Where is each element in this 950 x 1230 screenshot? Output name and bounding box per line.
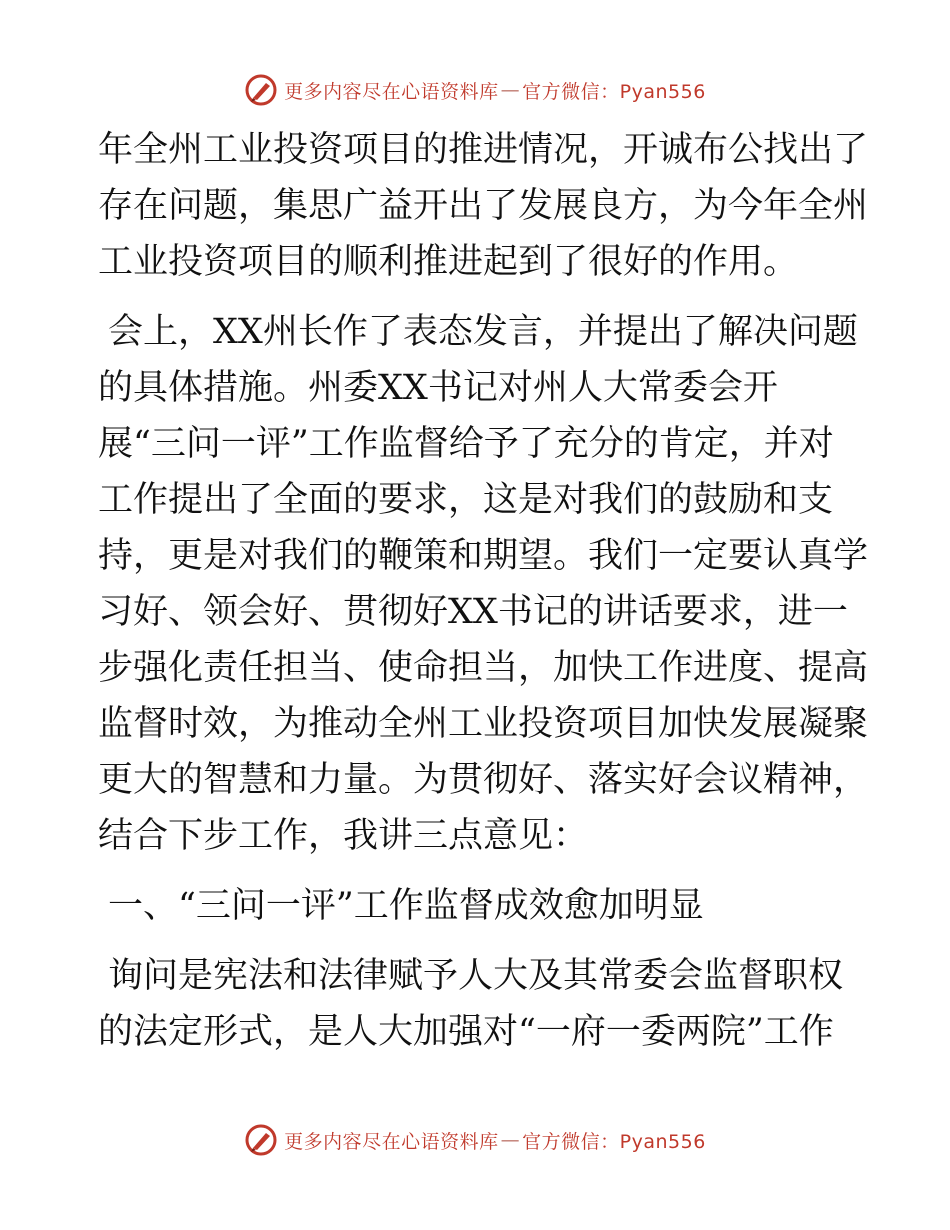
text-line: 更大的智慧和力量。为贯彻好、落实好会议精神， (98, 760, 869, 800)
pen-logo-icon (244, 1123, 278, 1157)
watermark-text: 更多内容尽在心语资料库 (284, 1130, 499, 1153)
text-line: 结合下步工作，我讲三点意见： (98, 816, 589, 856)
watermark-contact: 官方微信：Pyan556 (522, 80, 706, 103)
watermark-contact: 官方微信：Pyan556 (522, 1130, 706, 1153)
text-line: 习好、领会好、贯彻好XX书记的讲话要求，进一 (98, 592, 848, 632)
pen-logo-icon (244, 73, 278, 107)
text-line: 工业投资项目的顺利推进起到了很好的作用。 (98, 242, 799, 282)
header-watermark (0, 70, 950, 110)
text-line: 监督时效，为推动全州工业投资项目加快发展凝聚 (98, 704, 869, 744)
text-line: 工作提出了全面的要求，这是对我们的鼓励和支 (98, 480, 834, 520)
footer-watermark (0, 1120, 950, 1160)
text-line: 年全州工业投资项目的推进情况，开诚布公找出了 (98, 130, 869, 170)
paragraph-1 (98, 122, 869, 290)
text-line: 持，更是对我们的鞭策和期望。我们一定要认真学 (98, 536, 869, 576)
text-line: 的具体措施。州委XX书记对州人大常委会开 (98, 368, 778, 408)
section-heading: 一、“三问一评”工作监督成效愈加明显 (108, 886, 704, 926)
watermark-separator: — (500, 79, 521, 101)
text-line: 的法定形式，是人大加强对“一府一委两院”工作 (98, 1012, 834, 1052)
text-line: 存在问题，集思广益开出了发展良方，为今年全州 (98, 186, 869, 226)
text-line: 步强化责任担当、使命担当，加快工作进度、提高 (98, 648, 869, 688)
watermark-separator: — (500, 1129, 521, 1151)
text-line: 会上，XX州长作了表态发言，并提出了解决问题 (108, 312, 858, 352)
paragraph-3 (98, 948, 858, 1060)
text-line: 展“三问一评”工作监督给予了充分的肯定，并对 (98, 424, 834, 464)
text-line: 询问是宪法和法律赋予人大及其常委会监督职权 (108, 956, 844, 996)
document-body (98, 122, 869, 1060)
paragraph-2 (98, 304, 869, 864)
watermark-text: 更多内容尽在心语资料库 (284, 80, 499, 103)
